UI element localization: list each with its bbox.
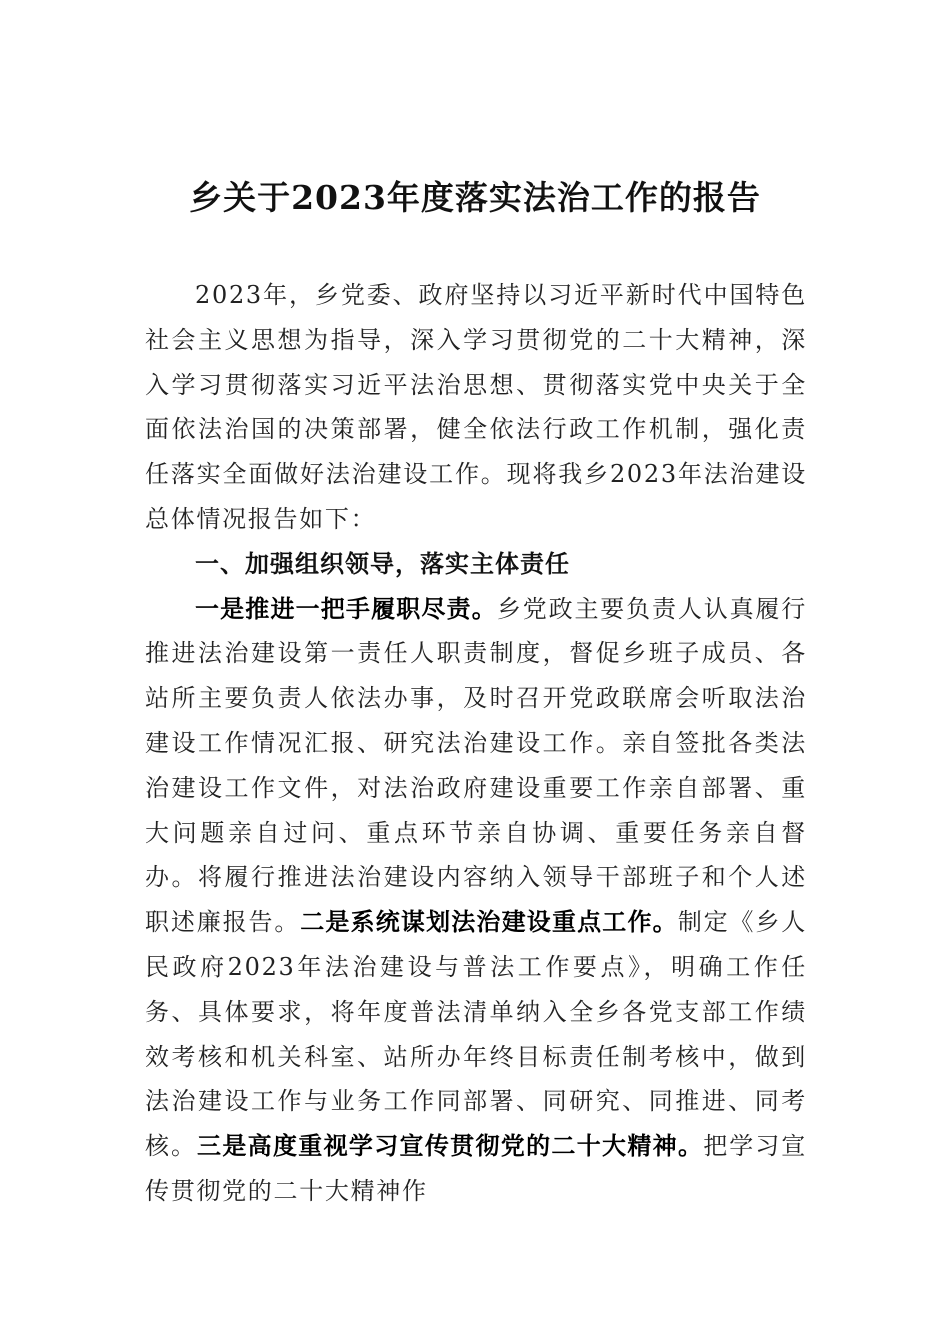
point-1-text: 乡党政主要负责人认真履行推进法治建设第一责任人职责制度，督促乡班子成员、各站所主要负责人依法办事，及时召开党政联席会听取法治建设工作情况汇报、研究法治建设工作。亲自签批各类法治建设工作文件，对法治政府建设重要工作亲自部署、重大问题亲自过问、重点环节亲自协调、重要任务亲自督办。将履行推进法治建设内容纳入领导干部班子和个人述职述廉报告。 bbox=[145, 594, 807, 937]
point-3-lead: 三是高度重视学习宣传贯彻党的二十大精神。 bbox=[197, 1132, 704, 1161]
section-heading: 一、加强组织领导，落实主体责任 bbox=[195, 549, 570, 578]
section-paragraph bbox=[145, 587, 807, 1214]
intro-paragraph: 2023年，乡党委、政府坚持以习近平新时代中国特色社会主义思想为指导，深入学习贯彻党的二十大精神，深入学习贯彻落实习近平法治思想、贯彻落实党中央关于全面依法治国的决策部署，健全依法行政工作机制，强化责任落实全面做好法治建设工作。现将我乡2023年法治建设总体情况报告如下： bbox=[145, 281, 807, 533]
document-body bbox=[145, 273, 807, 1214]
point-3-text: 把学习宣传贯彻党的二十大精神作 bbox=[145, 1132, 807, 1205]
point-1-lead: 一是推进一把手履职尽责。 bbox=[195, 594, 497, 623]
point-2-text: 制定《乡人民政府2023年法治建设与普法工作要点》，明确工作任务、具体要求，将年度普法清单纳入全乡各党支部工作绩效考核和机关科室、站所办年终目标责任制考核中，做到法治建设工作与业务工作同部署、同研究、同推进、同考核。 bbox=[145, 908, 807, 1161]
document-title: 乡关于2023年度落实法治工作的报告 bbox=[189, 178, 761, 217]
point-2-lead: 二是系统谋划法治建设重点工作。 bbox=[300, 908, 678, 937]
